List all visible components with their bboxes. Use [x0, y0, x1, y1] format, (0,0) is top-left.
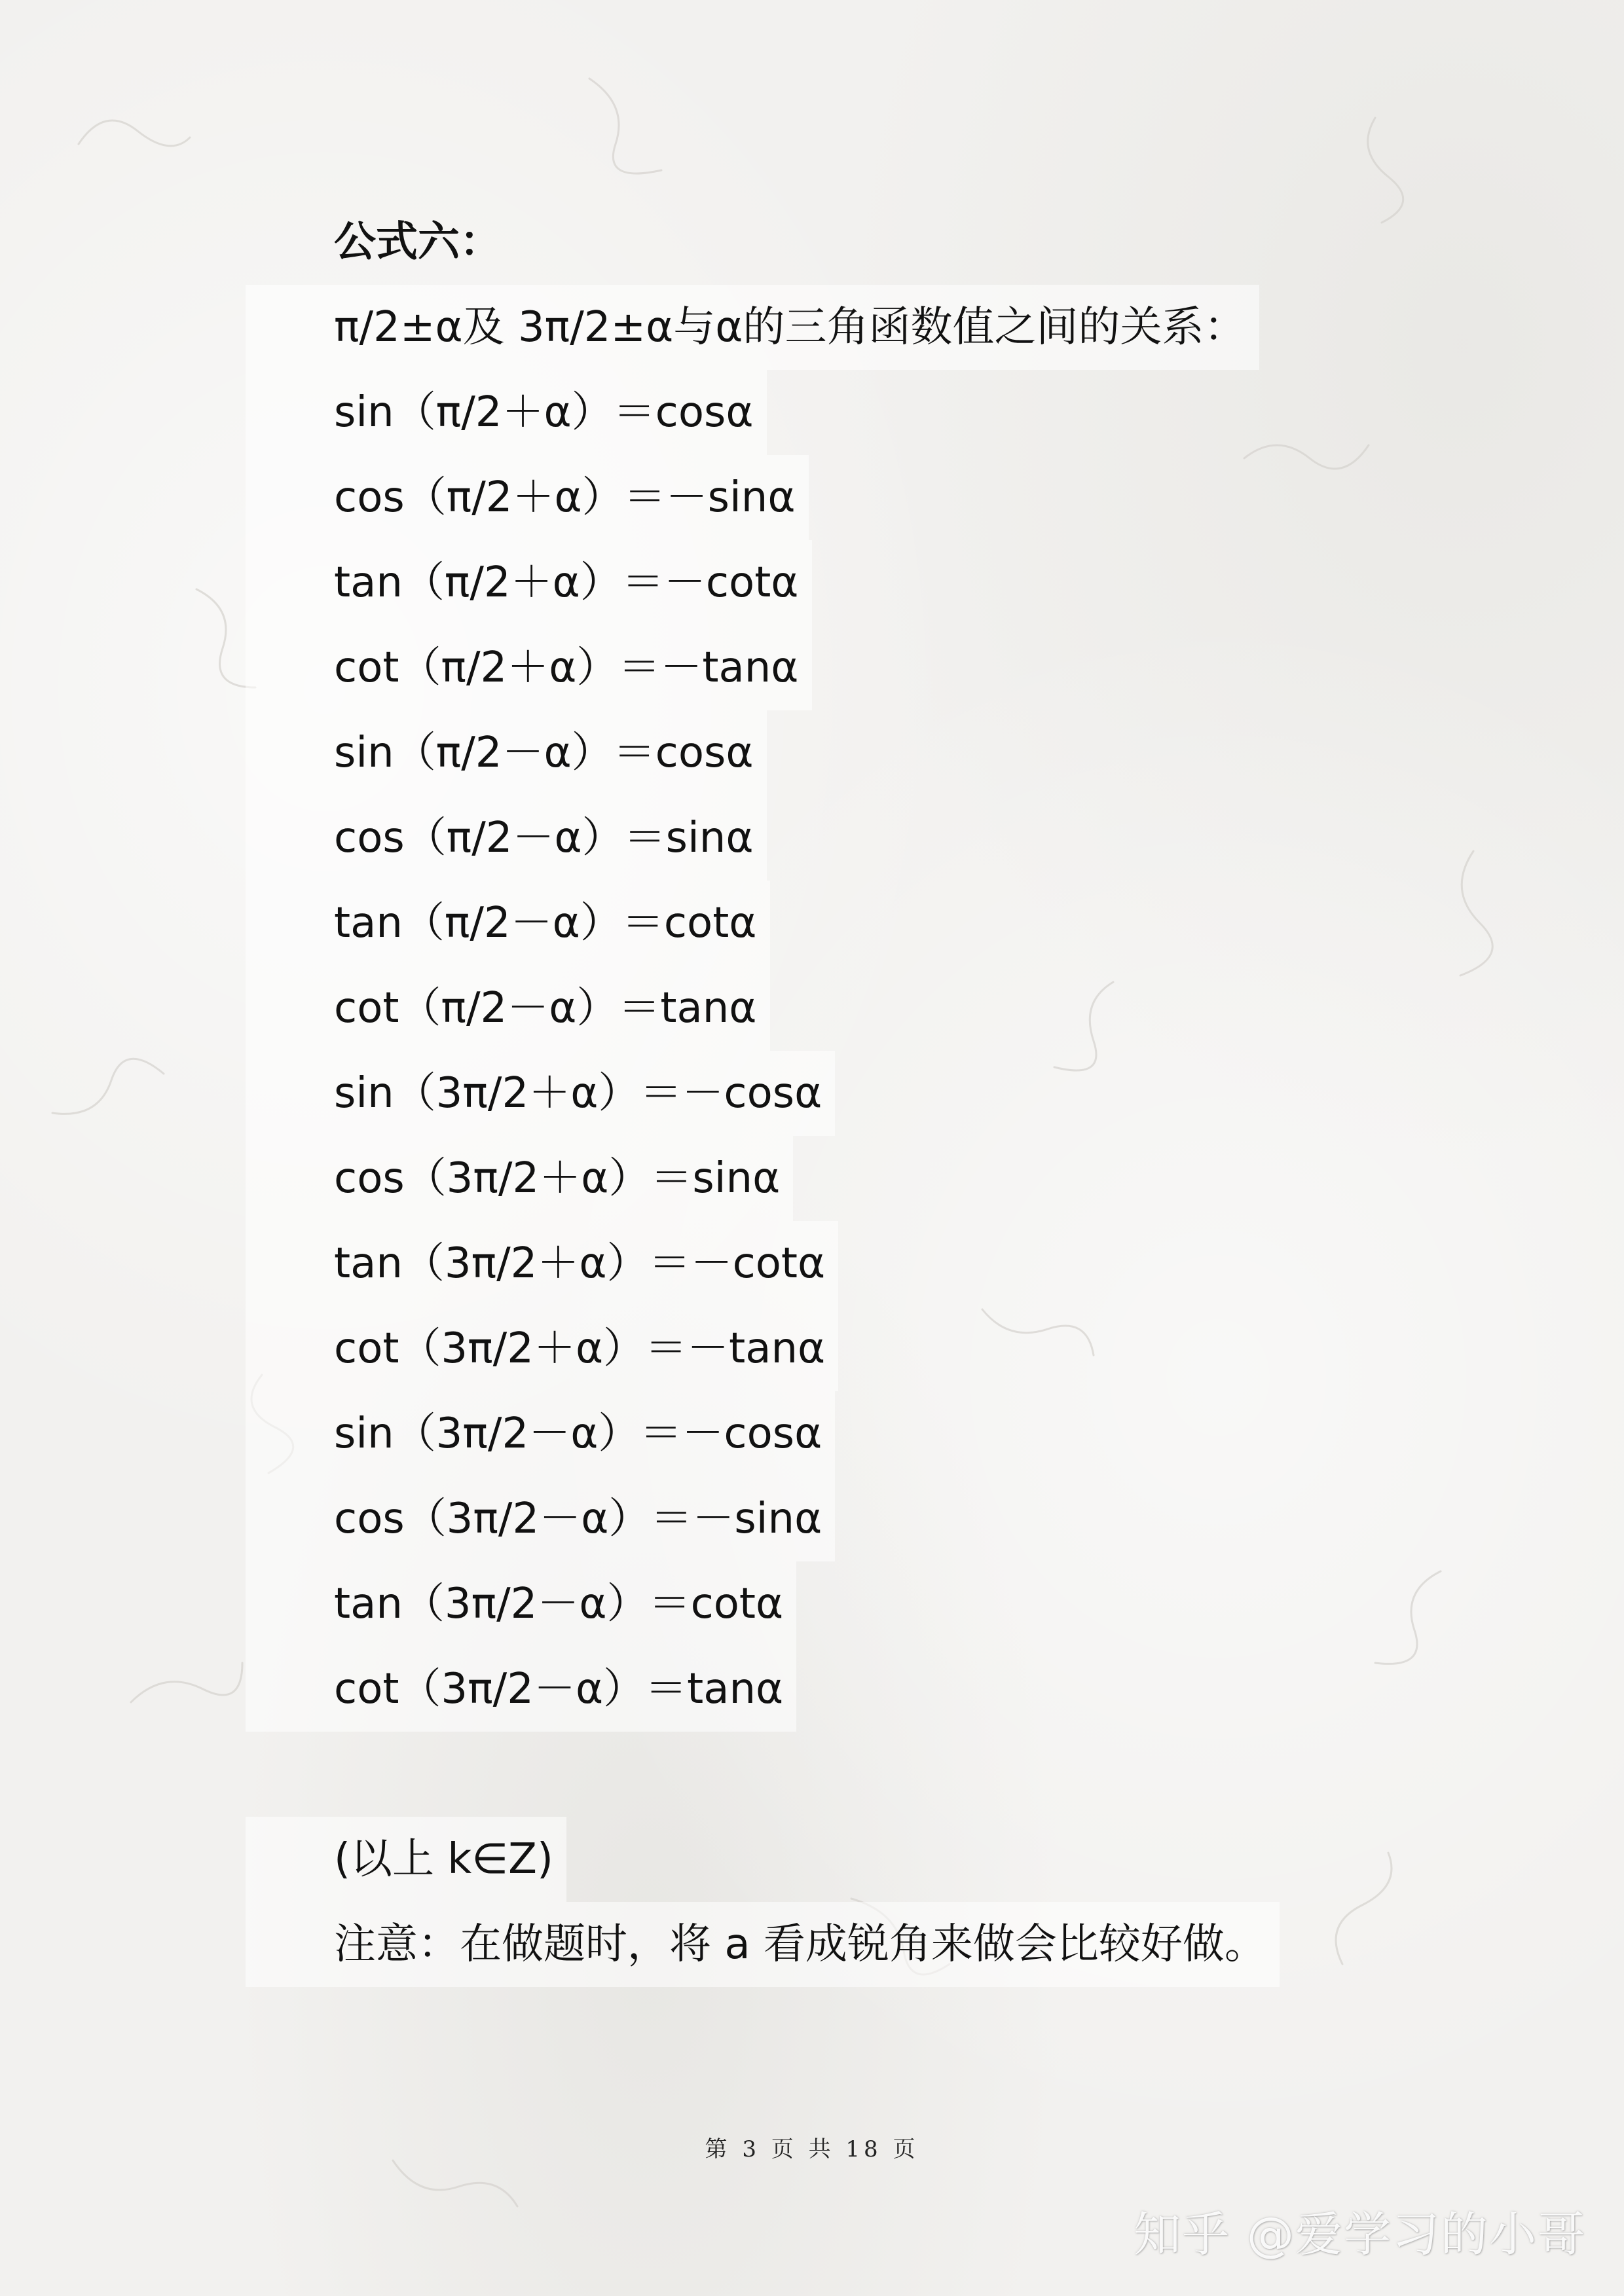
- formula-line: cot（π/2－α）＝tanα: [246, 966, 1359, 1051]
- formula-line: cos（π/2＋α）＝－sinα: [246, 455, 1359, 540]
- watermark: 知乎 @爱学习的小哥: [1134, 2207, 1586, 2262]
- formula-line: tan（π/2＋α）＝－cotα: [246, 540, 1359, 625]
- formula-line: cot（π/2＋α）＝－tanα: [246, 625, 1359, 710]
- formula-line: sin（π/2－α）＝cosα: [246, 710, 1359, 795]
- formula-heading: 公式六：: [334, 218, 502, 266]
- spacer: [246, 1732, 1359, 1817]
- page-number: 第 3 页 共 18 页: [705, 2136, 919, 2162]
- formula-line: tan（π/2－α）＝cotα: [246, 881, 1359, 966]
- formula-line: sin（3π/2－α）＝－cosα: [246, 1391, 1359, 1476]
- formula-line: tan（3π/2＋α）＝－cotα: [246, 1221, 1359, 1306]
- formula-line: cot（3π/2＋α）＝－tanα: [246, 1306, 1359, 1391]
- formula-line: cot（3π/2－α）＝tanα: [246, 1647, 1359, 1732]
- formula-line: sin（3π/2＋α）＝－cosα: [246, 1051, 1359, 1136]
- formula-line: sin（π/2＋α）＝cosα: [246, 370, 1359, 455]
- formula-line: tan（3π/2－α）＝cotα: [246, 1561, 1359, 1647]
- formula-line: cos（π/2－α）＝sinα: [246, 795, 1359, 881]
- formula-intro: π/2±α及 3π/2±α与α的三角函数值之间的关系：: [246, 285, 1359, 370]
- note-text: 注意：在做题时，将 a 看成锐角来做会比较好做。: [246, 1902, 1359, 1987]
- condition-text: (以上 k∈Z): [246, 1817, 1359, 1902]
- formula-line: cos（3π/2＋α）＝sinα: [246, 1136, 1359, 1221]
- formula-line: cos（3π/2－α）＝－sinα: [246, 1476, 1359, 1561]
- document-body: [246, 200, 1359, 1987]
